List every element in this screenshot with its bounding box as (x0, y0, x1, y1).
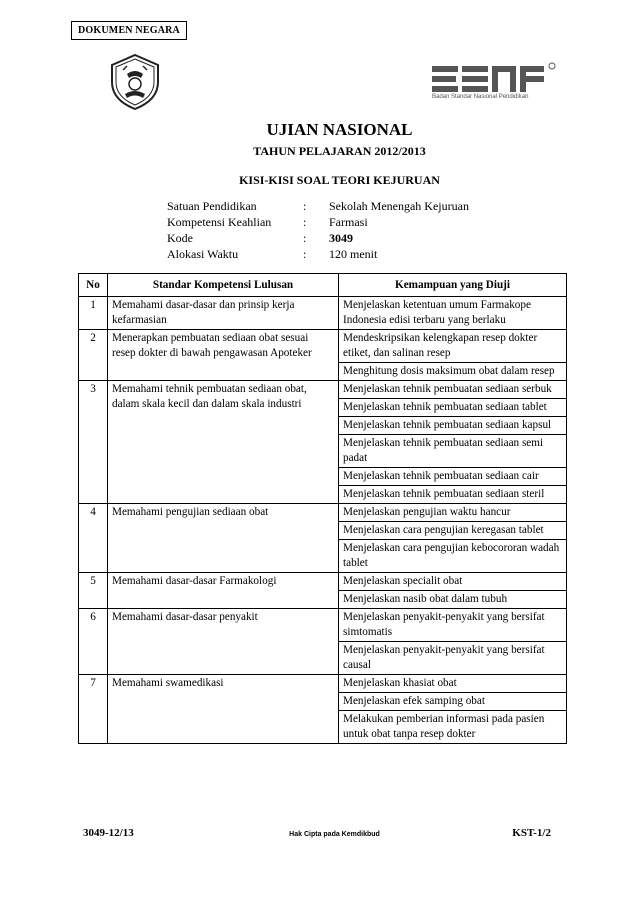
row-number: 6 (79, 609, 108, 675)
table-row (79, 504, 567, 522)
row-item: Melakukan pemberian informasi pada pasien untuk obat tanpa resep dokter (339, 711, 567, 744)
header-kemampuan: Kemampuan yang Diuji (339, 274, 567, 297)
row-item: Menjelaskan efek samping obat (339, 693, 567, 711)
info-key: Alokasi Waktu (167, 247, 239, 261)
info-value: 120 menit (329, 247, 378, 261)
info-key: Kompetensi Keahlian (167, 215, 272, 229)
info-key: Satuan Pendidikan (167, 199, 257, 213)
row-number: 5 (79, 573, 108, 609)
row-item: Menjelaskan tehnik pembuatan sediaan kapsul (339, 417, 567, 435)
row-number: 3 (79, 381, 108, 504)
info-colon: : (303, 231, 307, 245)
row-skl: Memahami swamedikasi (108, 675, 339, 744)
row-skl: Memahami dasar-dasar Farmakologi (108, 573, 339, 609)
table-row (79, 609, 567, 642)
bsnp-subtitle: Badan Standar Nasional Pendidikan (432, 94, 529, 100)
row-skl: Memahami pengujian sediaan obat (108, 504, 339, 573)
info-row-alokasi (167, 247, 469, 263)
footer-code: 3049-12/13 (83, 827, 134, 839)
info-colon: : (303, 215, 307, 229)
row-item: Menjelaskan cara pengujian kebocororan wadah tablet (339, 540, 567, 573)
row-item: Menjelaskan tehnik pembuatan sediaan semi padat (339, 435, 567, 468)
exam-info (167, 199, 469, 263)
row-item: Menjelaskan ketentuan umum Farmakope Indonesia edisi terbaru yang berlaku (339, 297, 567, 330)
table-row (79, 330, 567, 363)
row-number: 7 (79, 675, 108, 744)
row-item: Menjelaskan tehnik pembuatan sediaan tablet (339, 399, 567, 417)
row-item: Menjelaskan tehnik pembuatan sediaan steril (339, 486, 567, 504)
row-item: Menjelaskan tehnik pembuatan sediaan cair (339, 468, 567, 486)
info-value: Farmasi (329, 215, 368, 229)
exam-subtitle: KISI-KISI SOAL TEORI KEJURUAN (239, 173, 440, 187)
tut-wuri-handayani-seal-icon (105, 52, 165, 112)
table-row (79, 573, 567, 591)
row-item: Mendeskripsikan kelengkapan resep dokter etiket, dan salinan resep (339, 330, 567, 363)
footer-page: KST-1/2 (512, 827, 551, 839)
document-classification-label: DOKUMEN NEGARA (71, 21, 187, 40)
row-item: Menjelaskan penyakit-penyakit yang bersifat causal (339, 642, 567, 675)
table-header-row (79, 274, 567, 297)
info-key: Kode (167, 231, 193, 245)
row-number: 1 (79, 297, 108, 330)
info-row-kode (167, 231, 469, 247)
info-row-kompetensi (167, 215, 469, 231)
row-skl: Memahami dasar-dasar dan prinsip kerja kefarmasian (108, 297, 339, 330)
row-item: Menjelaskan khasiat obat (339, 675, 567, 693)
row-item: Menjelaskan specialit obat (339, 573, 567, 591)
exam-title: UJIAN NASIONAL (266, 120, 413, 139)
table-row (79, 381, 567, 399)
row-skl: Memahami dasar-dasar penyakit (108, 609, 339, 675)
info-colon: : (303, 199, 307, 213)
exam-year: TAHUN PELAJARAN 2012/2013 (253, 144, 426, 158)
info-value: Sekolah Menengah Kejuruan (329, 199, 469, 213)
row-item: Menjelaskan cara pengujian keregasan tablet (339, 522, 567, 540)
row-number: 4 (79, 504, 108, 573)
table-row (79, 675, 567, 693)
row-skl: Memahami tehnik pembuatan sediaan obat, dalam skala kecil dan dalam skala industri (108, 381, 339, 504)
row-number: 2 (79, 330, 108, 381)
info-colon: : (303, 247, 307, 261)
table-row (79, 297, 567, 330)
kisi-kisi-table (78, 273, 567, 744)
info-row-satuan (167, 199, 469, 215)
footer-copyright: Hak Cipta pada Kemdikbud (289, 831, 380, 838)
row-item: Menjelaskan tehnik pembuatan sediaan serbuk (339, 381, 567, 399)
row-skl: Menerapkan pembuatan sediaan obat sesuai resep dokter di bawah pengawasan Apoteker (108, 330, 339, 381)
row-item: Menjelaskan pengujian waktu hancur (339, 504, 567, 522)
row-item: Menjelaskan penyakit-penyakit yang bersifat simtomatis (339, 609, 567, 642)
header-skl: Standar Kompetensi Lulusan (108, 274, 339, 297)
info-value: 3049 (329, 231, 353, 245)
header-no: No (79, 274, 108, 297)
row-item: Menghitung dosis maksimum obat dalam resep (339, 363, 567, 381)
row-item: Menjelaskan nasib obat dalam tubuh (339, 591, 567, 609)
